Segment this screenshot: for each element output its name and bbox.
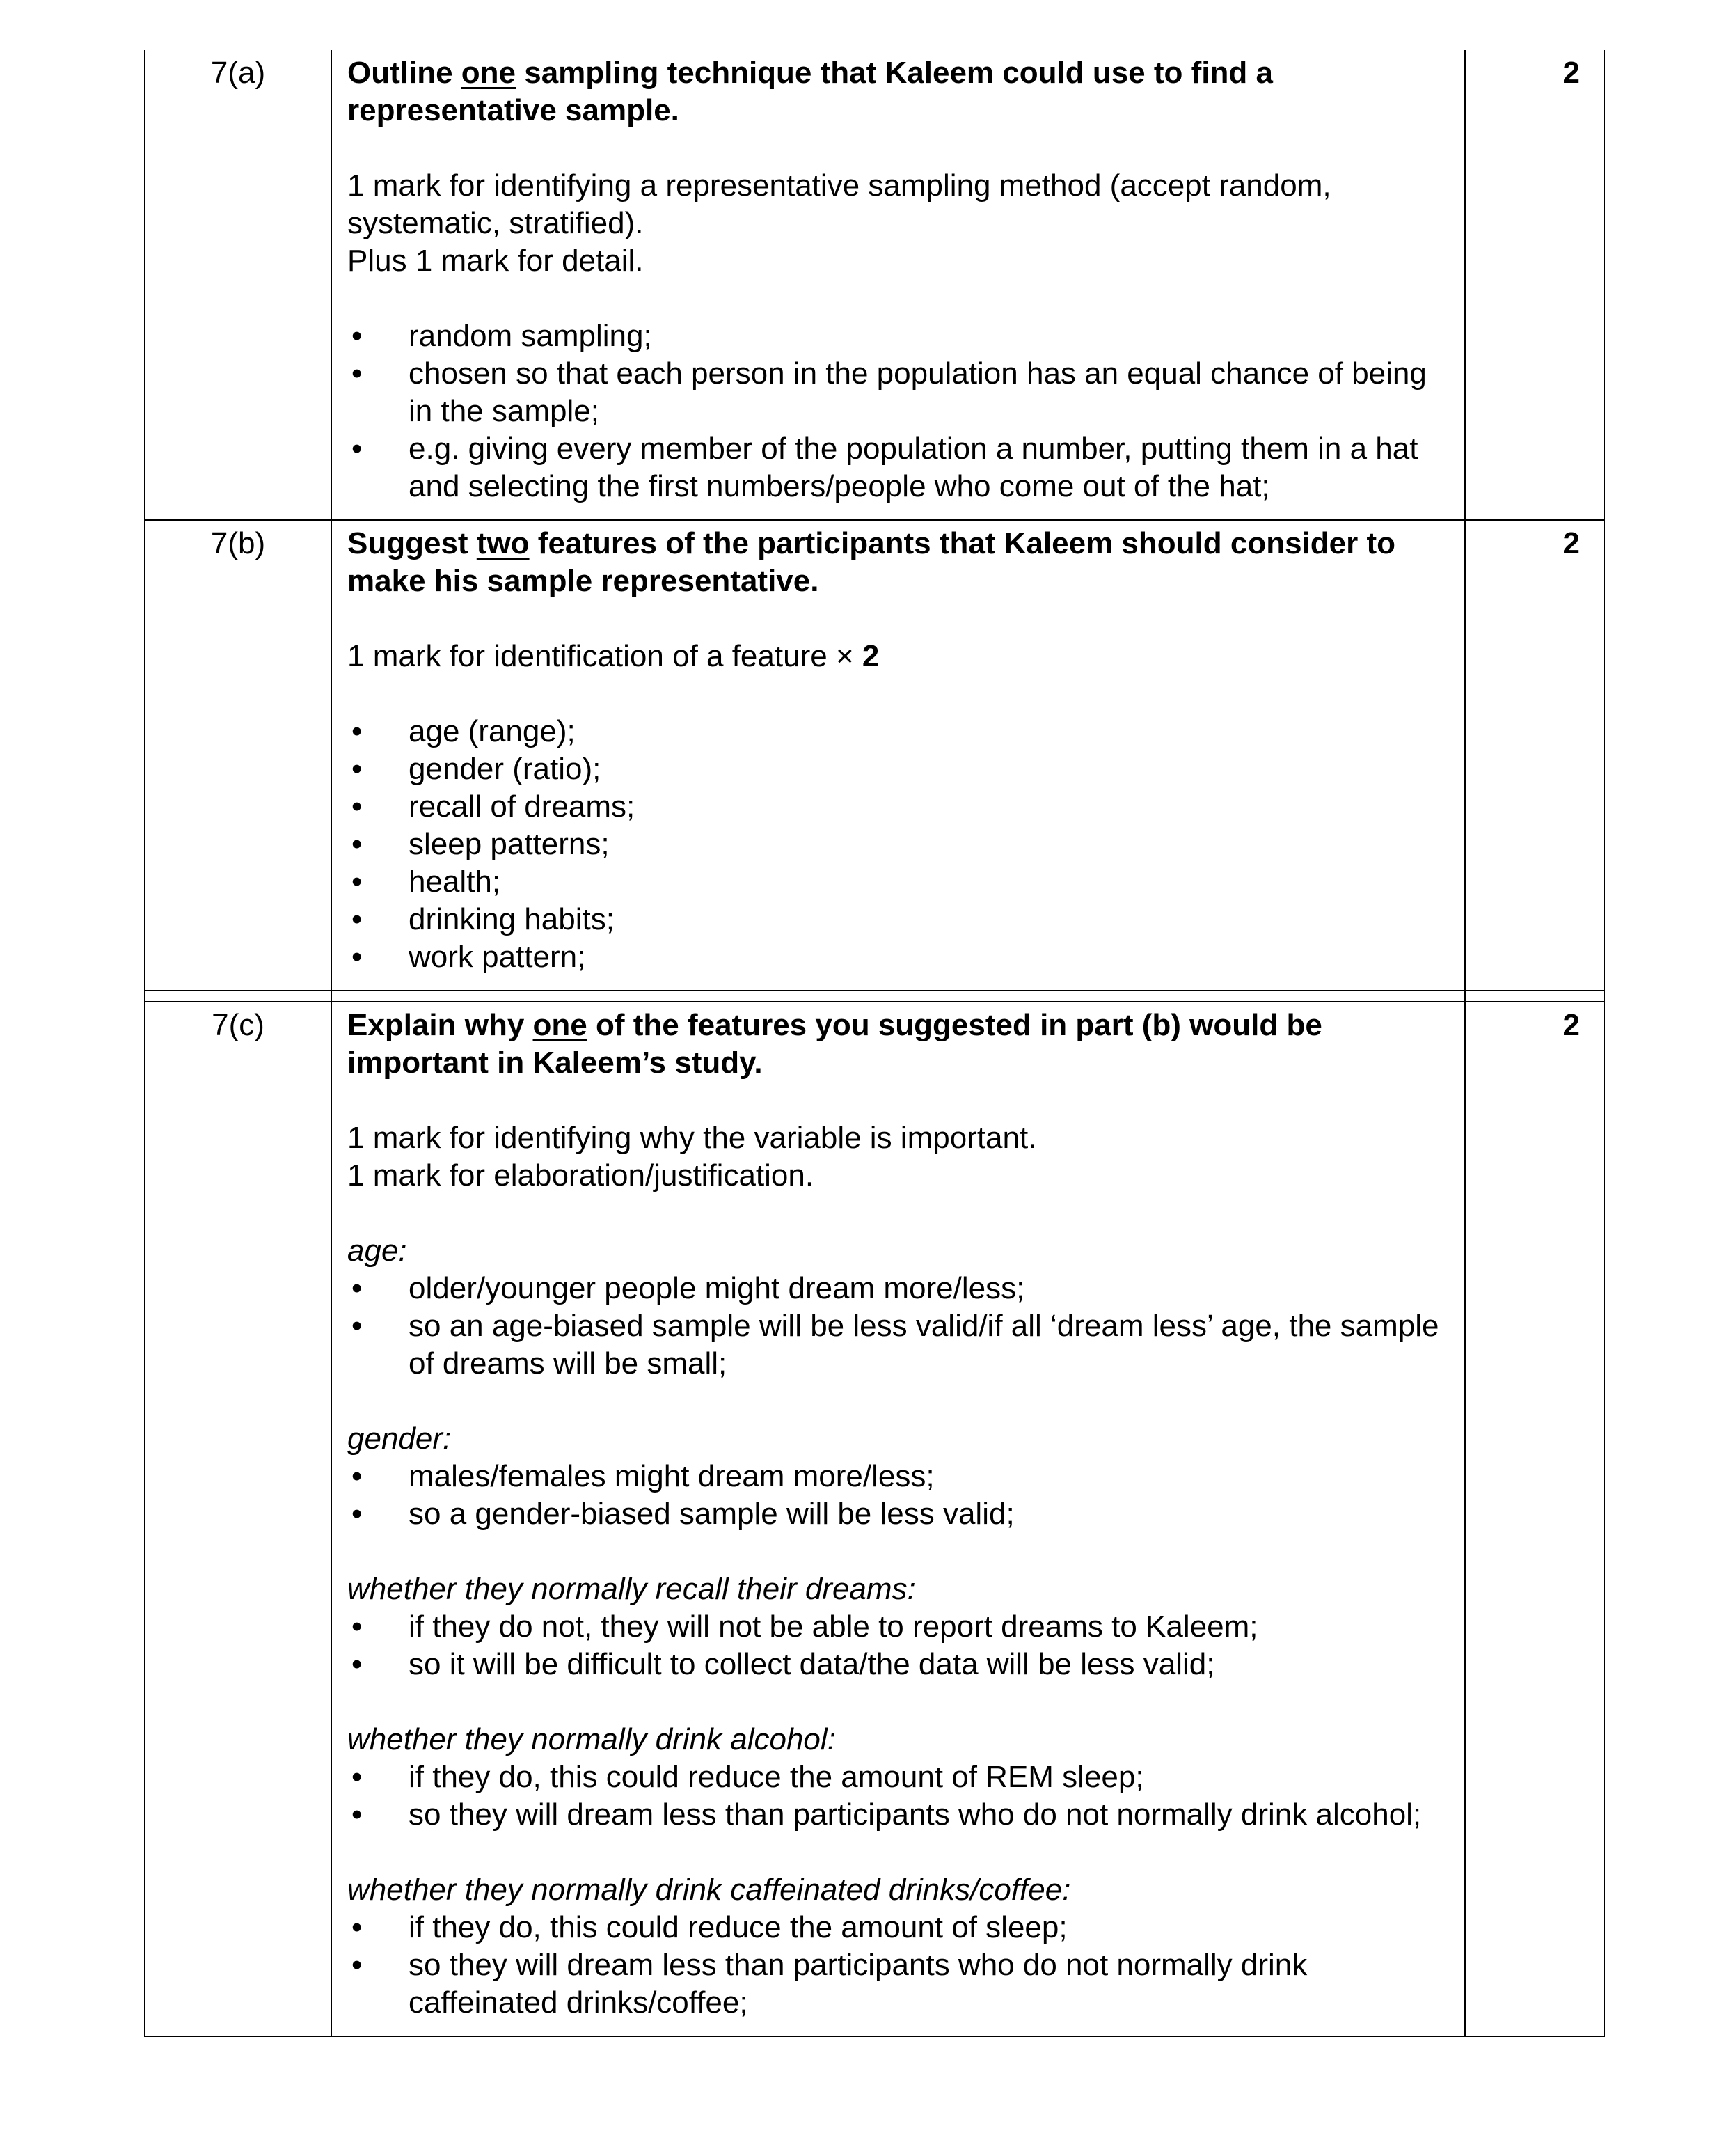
- mark-guidance: 1 mark for identification of a feature × 2: [347, 639, 880, 673]
- marks-value: 2: [1465, 50, 1604, 520]
- list-item: • gender (ratio);: [347, 750, 1450, 788]
- list-item: • if they do, this could reduce the amount of sleep;: [347, 1909, 1450, 1946]
- question-row-7c: [145, 1002, 1604, 2036]
- mark-guidance: Plus 1 mark for detail.: [347, 244, 644, 278]
- answer-bullets: [347, 1909, 1450, 2022]
- list-item: • drinking habits;: [347, 901, 1450, 938]
- answer-bullets: [347, 317, 1450, 505]
- emphasis-word: one: [461, 56, 516, 90]
- answer-content: [331, 520, 1465, 991]
- list-item: • health;: [347, 863, 1450, 901]
- question-row-7a: [145, 50, 1604, 520]
- answer-section-recall: [347, 1571, 1450, 1683]
- answer-bullets: [347, 713, 1450, 976]
- list-item: • so they will dream less than participants who do not normally drink alcohol;: [347, 1796, 1450, 1834]
- answer-section-gender: [347, 1420, 1450, 1533]
- question-number: 7(c): [145, 1002, 331, 2036]
- list-item: • work pattern;: [347, 938, 1450, 976]
- emphasis-word: one: [532, 1008, 587, 1042]
- question-text: Suggest two features of the participants that Kaleem should consider to make his sample representative.: [347, 526, 1396, 598]
- list-item: • recall of dreams;: [347, 788, 1450, 826]
- question-number: 7(b): [145, 520, 331, 991]
- list-item: • sleep patterns;: [347, 826, 1450, 863]
- list-item: • so they will dream less than participants who do not normally drink caffeinated drinks/coffee;: [347, 1946, 1450, 2022]
- list-item: • older/younger people might dream more/less;: [347, 1270, 1450, 1307]
- answer-content: [331, 1002, 1465, 2036]
- section-heading: whether they normally drink alcohol:: [347, 1722, 836, 1756]
- marks-value: 2: [1465, 1002, 1604, 2036]
- question-number: 7(a): [145, 50, 331, 520]
- list-item: • chosen so that each person in the population has an equal chance of being in the sample;: [347, 355, 1450, 430]
- mark-guidance: 1 mark for identifying why the variable is important.: [347, 1121, 1037, 1155]
- section-heading: whether they normally drink caffeinated drinks/coffee:: [347, 1873, 1071, 1907]
- list-item: • e.g. giving every member of the population a number, putting them in a hat and selecting the first numbers/people who come out of the hat;: [347, 430, 1450, 505]
- row-separator: [145, 991, 1604, 1002]
- answer-section-age: [347, 1232, 1450, 1383]
- question-text: Outline one sampling technique that Kaleem could use to find a representative sample.: [347, 56, 1273, 127]
- list-item: • males/females might dream more/less;: [347, 1458, 1450, 1495]
- marks-value: 2: [1465, 520, 1604, 991]
- answer-bullets: [347, 1608, 1450, 1683]
- mark-scheme-table: [144, 50, 1605, 2037]
- question-row-7b: [145, 520, 1604, 991]
- section-heading: age:: [347, 1234, 407, 1268]
- answer-section-caffeine: [347, 1871, 1450, 2022]
- mark-guidance: 1 mark for identifying a representative sampling method (accept random, systematic, stratified).: [347, 168, 1331, 240]
- list-item: • random sampling;: [347, 317, 1450, 355]
- section-heading: gender:: [347, 1422, 452, 1456]
- question-text: Explain why one of the features you suggested in part (b) would be important in Kaleem’s study.: [347, 1008, 1322, 1080]
- list-item: • if they do not, they will not be able to report dreams to Kaleem;: [347, 1608, 1450, 1646]
- emphasis-word: two: [476, 526, 530, 560]
- answer-section-alcohol: [347, 1721, 1450, 1834]
- list-item: • age (range);: [347, 713, 1450, 750]
- list-item: • so a gender-biased sample will be less valid;: [347, 1495, 1450, 1533]
- list-item: • so an age-biased sample will be less valid/if all ‘dream less’ age, the sample of dreams will be small;: [347, 1307, 1450, 1383]
- list-item: • if they do, this could reduce the amount of REM sleep;: [347, 1758, 1450, 1796]
- list-item: • so it will be difficult to collect data/the data will be less valid;: [347, 1646, 1450, 1683]
- mark-guidance: 1 mark for elaboration/justification.: [347, 1158, 814, 1193]
- answer-bullets: [347, 1758, 1450, 1834]
- answer-content: [331, 50, 1465, 520]
- section-heading: whether they normally recall their dreams:: [347, 1572, 916, 1606]
- answer-bullets: [347, 1270, 1450, 1383]
- answer-bullets: [347, 1458, 1450, 1533]
